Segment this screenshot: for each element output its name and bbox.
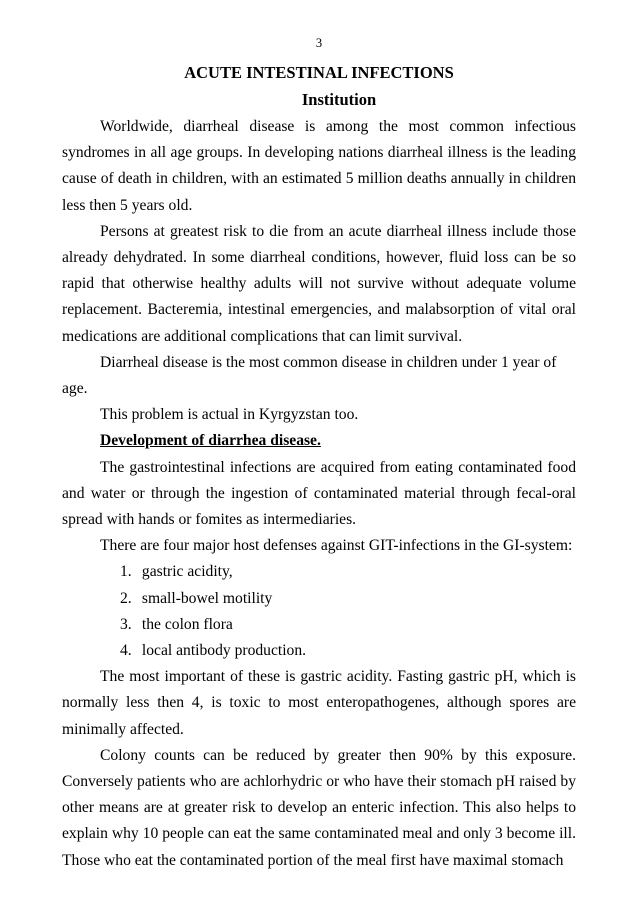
page-content: [62, 60, 576, 874]
list-item: [120, 559, 576, 585]
list-item-number: 1.: [120, 563, 132, 581]
list-item-number: 4.: [120, 642, 132, 660]
paragraph: This problem is actual in Kyrgyzstan too.: [100, 406, 359, 424]
list-item: [120, 638, 576, 664]
list-item-number: 2.: [120, 589, 132, 607]
list-item-text: small-bowel motility: [141, 589, 273, 607]
list-item: [120, 612, 576, 638]
paragraph: Colony counts can be reduced by greater then 90% by this exposure. Conversely patients who are achlorhydric or who have their stomach pH raised by other means are at greater risk to develop an enteric infection. This also helps to explain why 10 people can eat the same contaminated meal and only 3 become ill. Those who eat the contaminated portion of the meal first have maximal stomach: [62, 746, 576, 869]
section-heading: Development of diarrhea disease.: [100, 432, 321, 450]
paragraph: Worldwide, diarrheal disease is among the most common infectious syndromes in all age groups. In developing nations diarrheal illness is the leading cause of death in children, with an estimated 5 million deaths annually in children less then 5 years old.: [62, 118, 576, 214]
list-item-text: the colon flora: [141, 615, 233, 633]
defenses-list: [62, 559, 576, 664]
list-item-number: 3.: [120, 615, 132, 633]
paragraph: The gastrointestinal infections are acquired from eating contaminated food and water or through the ingestion of contaminated material through fecal-oral spread with hands or fomites as intermediaries.: [62, 458, 576, 529]
list-item-text: local antibody production.: [141, 642, 307, 660]
list-item: [120, 586, 576, 612]
paragraph: The most important of these is gastric acidity. Fasting gastric pH, which is normally less then 4, is toxic to most enteropathogenes, although spores are minimally affected.: [62, 668, 576, 738]
paragraph: Diarrheal disease is the most common disease in children under 1 year of age.: [62, 353, 557, 398]
section-subtitle: Institution: [301, 90, 377, 109]
list-item-text: gastric acidity,: [141, 563, 233, 581]
paragraph: There are four major host defenses against GIT-infections in the GI-system:: [100, 537, 573, 555]
page-number: 3: [315, 36, 323, 50]
document-title: ACUTE INTESTINAL INFECTIONS: [184, 63, 454, 82]
paragraph: Persons at greatest risk to die from an acute diarrheal illness include those already dehydrated. In some diarrheal conditions, however, fluid loss can be so rapid that otherwise healthy adults will not survive without adequate volume replacement. Bacteremia, intestinal emergencies, and malabsorption of vital oral medications are additional complications that can limit survival.: [62, 222, 576, 345]
